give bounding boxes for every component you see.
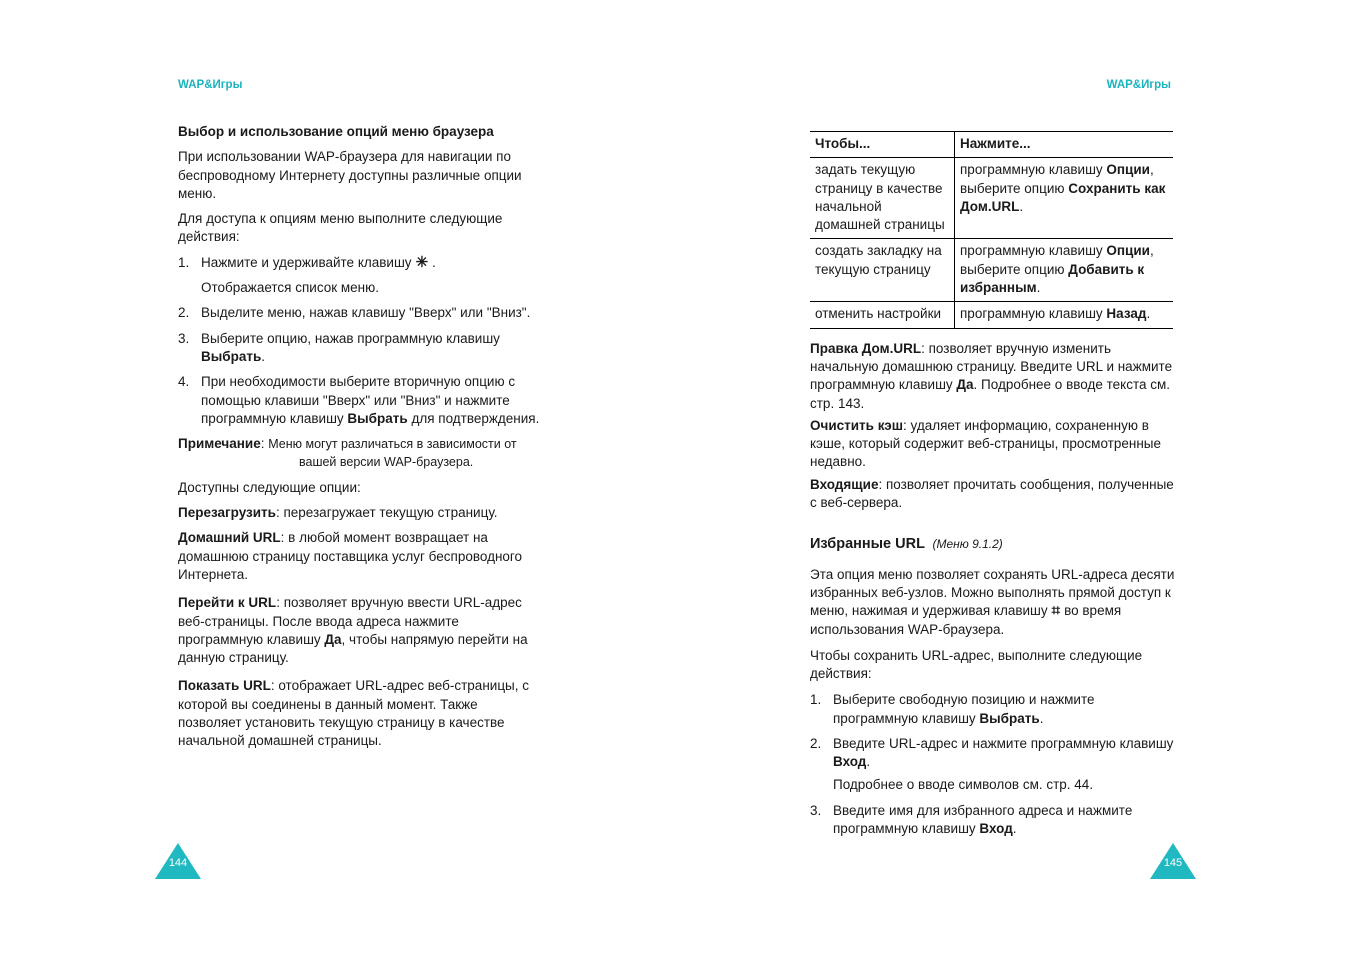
section-menu-ref: (Меню 9.1.2) [932,537,1003,552]
option-home-url: Домашний URL: в любой момент возвращает на домашнюю страницу поставщика услуг беспроводного Интернета. [178,530,523,582]
page-number: 144 [168,857,188,869]
left-column [178,123,543,751]
save-intro: Чтобы сохранить URL-адрес, выполните следующие действия: [810,647,1143,682]
option-show-url: Показать URL: отображает URL-адрес веб-страницы, с которой вы соединены в данный момент. Также позволяет установить текущую страницу в качестве начальной домашней страницы. [178,678,530,749]
table-cell: создать закладку на текущую страницу [810,239,955,302]
table-cell: отменить настройки [810,302,955,328]
note-text: Меню могут различаться в зависимости от [268,437,517,452]
table-header-cell: Чтобы... [810,132,955,158]
note-text-cont: вашей версии WAP-браузера. [299,455,474,470]
section-title: Избранные URL (Меню 9.1.2) [810,536,1003,553]
list-item: 2. Введите URL-адрес и нажмите программную клавишу Вход. [810,736,1174,770]
list-item: 4. При необходимости выберите вторичную опцию с помощью клавиши "Вверх" или "Вниз" и нажмите программную клавишу Выбрать для подтверждения. [178,374,540,426]
steps-list [178,254,543,428]
option-inbox: Входящие: позволяет прочитать сообщения, полученные с веб-сервера. [810,476,1174,511]
table-header-cell: Нажмите... [955,132,1174,158]
running-header: WAP&Игры [1106,79,1171,91]
list-item-sub: Подробнее о вводе символов см. стр. 44. [833,776,1094,792]
option-goto-url: Перейти к URL: позволяет вручную ввести URL-адрес веб-страницы. После ввода адреса нажмите программную клавишу Да, чтобы напрямую перейти на данную страницу. [178,595,528,666]
options-intro: Доступны следующие опции: [178,479,361,495]
asterisk-key-icon: ✳ [415,253,429,271]
section-heading: Выбор и использование опций меню браузера [178,124,494,139]
table-cell: задать текущую страницу в качестве начальной домашней страницы [810,158,955,239]
table-row [810,302,1173,328]
table-cell: программную клавишу Назад. [955,302,1174,328]
intro-paragraph: При использовании WAP-браузера для навигации по беспроводному Интернету доступны различные опции меню. [178,149,522,201]
options-table [810,131,1173,329]
table-row [810,158,1173,239]
steps-list [810,691,1175,838]
option-edit-home-url: Правка Дом.URL: позволяет вручную изменить начальную домашнюю страницу. Введите URL и нажмите программную клавишу Да. Подробнее о вводе текста см. стр. 143. [810,340,1173,411]
list-item: 2. Выделите меню, нажав клавишу "Вверх" или "Вниз". [178,305,531,321]
list-item: 1. Нажмите и удерживайте клавишу ✳ . [178,253,436,271]
right-page [675,0,1351,954]
note-label: Примечание [178,436,261,452]
table-row [810,239,1173,302]
option-reload: Перезагрузить: перезагружает текущую страницу. [178,505,498,521]
note: Примечание: Меню могут различаться в зависимости от вашей версии WAP-браузера. [178,435,543,472]
list-item: 3. Выберите опцию, нажав программную клавишу Выбрать. [178,330,500,364]
left-page [0,0,675,954]
list-item: 1. Выберите свободную позицию и нажмите программную клавишу Выбрать. [810,692,1095,726]
table-cell: программную клавишу Опции, выберите опцию Сохранить как Дом.URL. [955,158,1174,239]
page-number: 145 [1163,857,1183,869]
access-intro: Для доступа к опциям меню выполните следующие действия: [178,211,503,245]
table-header-row [810,132,1173,158]
option-clear-cache: Очистить кэш: удаляет информацию, сохраненную в кэше, который содержит веб-страницы, просмотренные недавно. [810,417,1161,470]
hash-key-icon: ⌗ [1051,602,1061,620]
table-cell: программную клавишу Опции, выберите опцию Добавить к избранным. [955,239,1174,302]
running-header: WAP&Игры [178,79,243,91]
list-item: 3. Введите имя для избранного адреса и нажмите программную клавишу Вход. [810,802,1133,837]
right-column [810,131,1175,839]
section-intro: Эта опция меню позволяет сохранять URL-адреса десяти избранных веб-узлов. Можно выполнять прямой доступ к меню, нажимая и удерживая клавишу ⌗ во время использования WAP-браузера. [810,566,1175,637]
list-item-sub: Отображается список меню. [201,280,380,296]
